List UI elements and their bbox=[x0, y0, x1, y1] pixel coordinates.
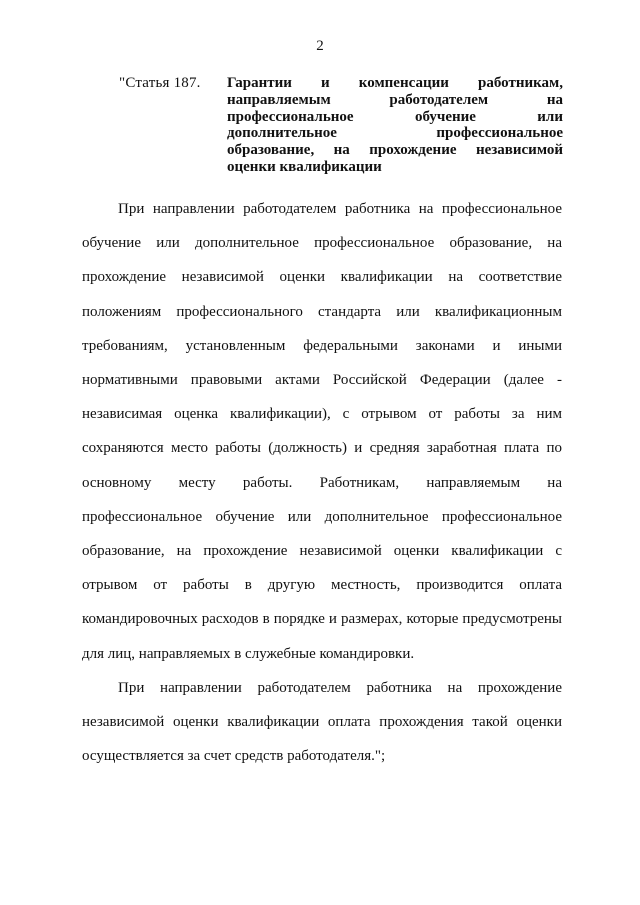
text-line: независимой оценки квалификации оплата прохождения такой оценки bbox=[82, 714, 562, 731]
text-line: При направлении работодателем работника на прохождение bbox=[118, 679, 562, 696]
text-line: положениям профессионального стандарта или квалификационным bbox=[82, 303, 562, 320]
article-title-line: направляемым работодателем на bbox=[227, 91, 563, 108]
text-line: командировочных расходов в порядке и размерах, которые предусмотрены bbox=[82, 611, 562, 628]
article-body bbox=[82, 192, 562, 773]
text-line: отрывом от работы в другую местность, производится оплата bbox=[82, 577, 562, 594]
text-line: для лиц, направляемых в служебные командировки. bbox=[82, 645, 415, 662]
text-line: требованиям, установленным федеральными законами и иными bbox=[82, 337, 562, 354]
article-heading bbox=[119, 75, 563, 176]
paragraph-2 bbox=[82, 671, 562, 774]
text-line: осуществляется за счет средств работодателя."; bbox=[82, 748, 386, 765]
text-line: образование, на прохождение независимой оценки квалификации с bbox=[82, 543, 562, 560]
text-line: обучение или дополнительное профессиональное образование, на bbox=[82, 235, 562, 252]
article-title-line: образование, на прохождение независимой bbox=[227, 142, 563, 159]
article-title-line: дополнительное профессиональное bbox=[227, 125, 563, 142]
text-line: нормативными правовыми актами Российской Федерации (далее - bbox=[82, 372, 562, 389]
text-line: профессиональное обучение или дополнительное профессиональное bbox=[82, 508, 562, 525]
text-line: независимая оценка квалификации), с отрывом от работы за ним bbox=[82, 406, 562, 423]
page-number: 2 bbox=[316, 38, 324, 54]
article-title-line: профессиональное обучение или bbox=[227, 108, 563, 125]
article-title-line: оценки квалификации bbox=[227, 158, 382, 175]
article-number: "Статья 187. bbox=[119, 75, 201, 91]
article-title-line: Гарантии и компенсации работникам, bbox=[227, 75, 563, 91]
text-line: сохраняются место работы (должность) и средняя заработная плата по bbox=[82, 440, 562, 457]
article-title bbox=[227, 75, 563, 176]
paragraph-1 bbox=[82, 192, 562, 671]
text-line: прохождение независимой оценки квалификации на соответствие bbox=[82, 269, 562, 286]
text-line: При направлении работодателем работника на профессиональное bbox=[118, 201, 562, 217]
text-line: основному месту работы. Работникам, направляемым на bbox=[82, 474, 562, 491]
